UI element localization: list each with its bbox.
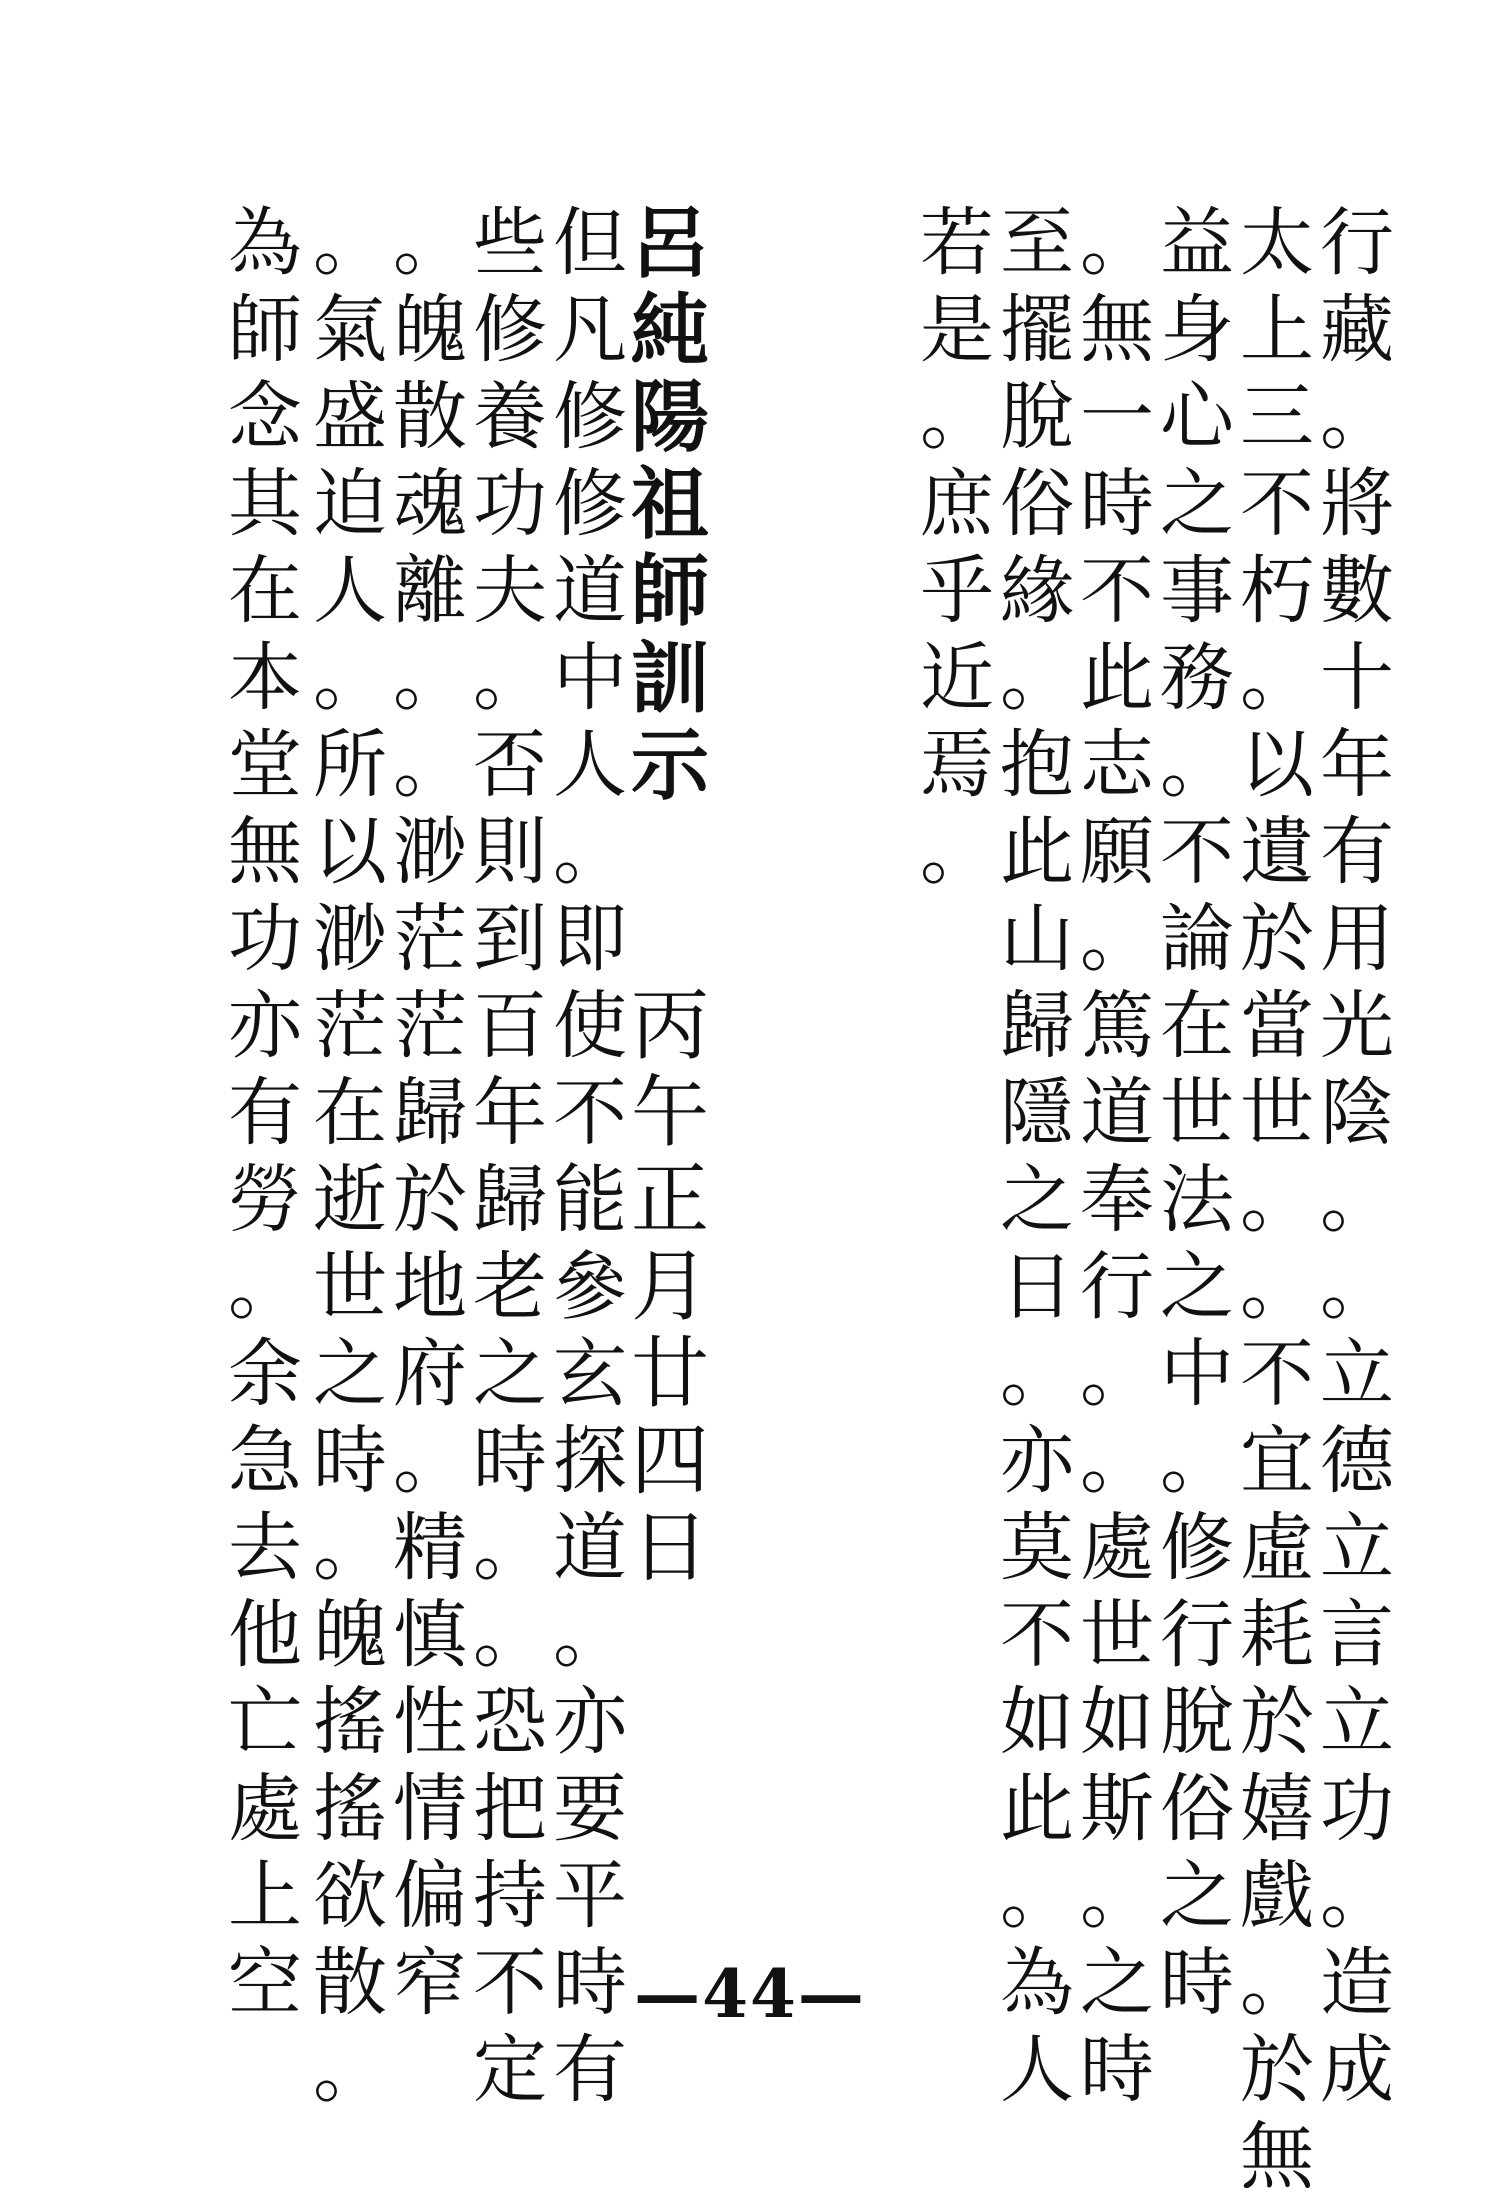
text-glyph: 三 xyxy=(1240,374,1314,460)
text-glyph: 於 xyxy=(393,1157,467,1243)
text-glyph: 偏 xyxy=(393,1853,467,1939)
text-glyph: 盛 xyxy=(313,374,387,460)
text-glyph: 。 xyxy=(1080,896,1154,982)
text-glyph: 戲 xyxy=(1240,1853,1314,1939)
text-glyph: 焉 xyxy=(920,722,994,808)
text-glyph: 氣 xyxy=(313,287,387,373)
text-glyph: 不 xyxy=(1080,548,1154,634)
text-column-l3 xyxy=(385,200,475,2027)
text-glyph: 。 xyxy=(313,200,387,286)
title-glyph: 純 xyxy=(630,285,709,376)
text-glyph: 茫 xyxy=(313,983,387,1069)
text-glyph: 之 xyxy=(1000,1157,1074,1243)
text-glyph: 嬉 xyxy=(1240,1766,1314,1852)
text-column-r1 xyxy=(1312,200,1402,2114)
text-glyph: 中 xyxy=(553,635,627,721)
text-glyph: 之 xyxy=(313,1331,387,1417)
text-glyph: 乎 xyxy=(920,548,994,634)
text-glyph: 則 xyxy=(473,809,547,895)
text-glyph: 能 xyxy=(553,1157,627,1243)
text-glyph: 。 xyxy=(1160,1418,1234,1504)
text-glyph: 逝 xyxy=(313,1157,387,1243)
text-glyph: 立 xyxy=(1320,1331,1394,1417)
text-glyph: 用 xyxy=(1320,896,1394,982)
text-column-l1 xyxy=(545,200,635,2114)
text-glyph: 無 xyxy=(1240,2114,1314,2200)
text-glyph: 人 xyxy=(1000,2027,1074,2113)
text-glyph: 年 xyxy=(473,1070,547,1156)
text-glyph: 時 xyxy=(1080,461,1154,547)
text-glyph: 亦 xyxy=(1000,1418,1074,1504)
text-glyph: 散 xyxy=(393,374,467,460)
text-glyph: 亦 xyxy=(553,1679,627,1765)
text-glyph: 之 xyxy=(1080,1940,1154,2026)
text-glyph: 。 xyxy=(1240,1940,1314,2026)
text-glyph: 師 xyxy=(228,287,302,373)
text-glyph: 夫 xyxy=(473,548,547,634)
text-glyph: 藏 xyxy=(1320,287,1394,373)
text-glyph: 。 xyxy=(1080,1418,1154,1504)
text-glyph: 光 xyxy=(1320,983,1394,1069)
text-glyph: 茫 xyxy=(393,896,467,982)
text-glyph: 些 xyxy=(473,200,547,286)
text-column-l4 xyxy=(305,200,395,2114)
text-glyph: 德 xyxy=(1320,1418,1394,1504)
text-glyph: 宜 xyxy=(1240,1418,1314,1504)
text-glyph: 一 xyxy=(1080,374,1154,460)
text-glyph: 。 xyxy=(473,635,547,721)
text-column-r2 xyxy=(1232,200,1322,2201)
text-glyph: 於 xyxy=(1240,896,1314,982)
text-glyph: 參 xyxy=(553,1244,627,1330)
text-glyph: 斯 xyxy=(1080,1766,1154,1852)
text-glyph: 為 xyxy=(1000,1940,1074,2026)
text-glyph: 事 xyxy=(1160,548,1234,634)
text-glyph: 在 xyxy=(228,548,302,634)
text-glyph: 魄 xyxy=(313,1592,387,1678)
text-glyph: 。 xyxy=(313,1505,387,1591)
text-glyph: 魂 xyxy=(393,461,467,547)
text-glyph: 以 xyxy=(313,809,387,895)
text-glyph: 處 xyxy=(1080,1505,1154,1591)
text-glyph: 人 xyxy=(313,548,387,634)
text-glyph: 。 xyxy=(1320,374,1394,460)
text-glyph: 去 xyxy=(228,1505,302,1591)
text-glyph: 脫 xyxy=(1000,374,1074,460)
text-glyph: 念 xyxy=(228,374,302,460)
text-glyph: 道 xyxy=(553,548,627,634)
text-glyph: 不 xyxy=(1000,1592,1074,1678)
text-glyph: 有 xyxy=(228,1070,302,1156)
text-glyph: 功 xyxy=(1320,1766,1394,1852)
text-column-r3 xyxy=(1152,200,1242,2027)
text-glyph: 遺 xyxy=(1240,809,1314,895)
text-glyph: 上 xyxy=(1240,287,1314,373)
text-glyph: 山 xyxy=(1000,896,1074,982)
text-glyph: 魄 xyxy=(393,287,467,373)
text-glyph: 。 xyxy=(1080,1331,1154,1417)
text-glyph: 日 xyxy=(1000,1244,1074,1330)
text-glyph: 。 xyxy=(393,1418,467,1504)
text-glyph: 願 xyxy=(1080,809,1154,895)
text-glyph: 急 xyxy=(228,1418,302,1504)
text-glyph: 此 xyxy=(1000,809,1074,895)
text-glyph: 不 xyxy=(1240,461,1314,547)
text-glyph: 俗 xyxy=(1160,1766,1234,1852)
text-glyph: 之 xyxy=(1160,461,1234,547)
text-glyph: 立 xyxy=(1320,1505,1394,1591)
text-glyph: 時 xyxy=(313,1418,387,1504)
text-glyph: 擺 xyxy=(1000,287,1074,373)
text-glyph: 凡 xyxy=(553,287,627,373)
text-glyph: 世 xyxy=(1080,1592,1154,1678)
title-glyph: 陽 xyxy=(630,372,709,463)
text-glyph: 茫 xyxy=(393,983,467,1069)
text-glyph: 即 xyxy=(553,896,627,982)
text-glyph: 。 xyxy=(393,200,467,286)
text-glyph: 時 xyxy=(473,1418,547,1504)
text-glyph: 功 xyxy=(473,461,547,547)
text-glyph: 渺 xyxy=(393,809,467,895)
text-glyph: 修 xyxy=(1160,1505,1234,1591)
text-glyph: 恐 xyxy=(473,1679,547,1765)
text-glyph: 世 xyxy=(1160,1070,1234,1156)
text-glyph: 之 xyxy=(473,1331,547,1417)
text-glyph: 。 xyxy=(1320,1157,1394,1243)
text-glyph: 。 xyxy=(1320,1244,1394,1330)
text-glyph: 。 xyxy=(313,635,387,721)
text-glyph: 余 xyxy=(228,1331,302,1417)
text-glyph: 為 xyxy=(228,200,302,286)
text-glyph: 欲 xyxy=(313,1853,387,1939)
text-glyph: 造 xyxy=(1320,1940,1394,2026)
text-glyph: 行 xyxy=(1080,1244,1154,1330)
text-glyph: 至 xyxy=(1000,200,1074,286)
text-glyph: 之 xyxy=(1160,1853,1234,1939)
text-glyph: 不 xyxy=(473,1940,547,2026)
text-glyph: 於 xyxy=(1240,1679,1314,1765)
text-glyph: 抱 xyxy=(1000,722,1074,808)
text-glyph: 迫 xyxy=(313,461,387,547)
text-glyph: 歸 xyxy=(1000,983,1074,1069)
text-glyph: 虛 xyxy=(1240,1505,1314,1591)
text-glyph: 志 xyxy=(1080,722,1154,808)
text-glyph: 務 xyxy=(1160,635,1234,721)
text-glyph: 。 xyxy=(1240,635,1314,721)
text-glyph: 以 xyxy=(1240,722,1314,808)
text-glyph: 心 xyxy=(1160,374,1234,460)
text-glyph: 修 xyxy=(553,374,627,460)
text-glyph: 此 xyxy=(1000,1766,1074,1852)
text-glyph: 數 xyxy=(1320,548,1394,634)
text-glyph: 歸 xyxy=(393,1070,467,1156)
text-glyph: 。 xyxy=(313,2027,387,2113)
text-glyph: 。 xyxy=(1160,722,1234,808)
text-glyph: 耗 xyxy=(1240,1592,1314,1678)
text-glyph: 莫 xyxy=(1000,1505,1074,1591)
title-glyph: 祖 xyxy=(630,459,709,550)
text-glyph: 性 xyxy=(393,1679,467,1765)
text-glyph: 慎 xyxy=(393,1592,467,1678)
text-glyph: 在 xyxy=(313,1070,387,1156)
text-glyph: 身 xyxy=(1160,287,1234,373)
text-glyph: 俗 xyxy=(1000,461,1074,547)
text-glyph: 立 xyxy=(1320,1679,1394,1765)
text-glyph: 堂 xyxy=(228,722,302,808)
text-glyph: 勞 xyxy=(228,1157,302,1243)
text-glyph: 所 xyxy=(313,722,387,808)
title-glyph: 示 xyxy=(630,720,709,811)
text-glyph: 老 xyxy=(473,1244,547,1330)
text-glyph: 修 xyxy=(553,461,627,547)
text-glyph: 。 xyxy=(1000,1853,1074,1939)
text-glyph: 窄 xyxy=(393,1940,467,2026)
text-glyph: 若 xyxy=(920,200,994,286)
text-glyph: 。 xyxy=(553,809,627,895)
text-column-r4 xyxy=(1072,200,1162,2114)
text-glyph: 益 xyxy=(1160,200,1234,286)
text-glyph: 搖 xyxy=(313,1679,387,1765)
text-glyph: 。 xyxy=(920,374,994,460)
text-glyph: 但 xyxy=(553,200,627,286)
text-glyph: 本 xyxy=(228,635,302,721)
text-glyph: 。 xyxy=(553,1592,627,1678)
text-glyph: 搖 xyxy=(313,1766,387,1852)
text-glyph: 到 xyxy=(473,896,547,982)
text-glyph: 。 xyxy=(1000,635,1074,721)
text-column-l5 xyxy=(220,200,310,2027)
text-glyph: 平 xyxy=(553,1853,627,1939)
text-glyph: 地 xyxy=(393,1244,467,1330)
page-number: —44— xyxy=(634,1955,866,2033)
text-glyph: 要 xyxy=(553,1766,627,1852)
date-glyph: 丙 xyxy=(630,981,709,1071)
text-column-l2 xyxy=(465,200,555,2114)
text-glyph: 論 xyxy=(1160,896,1234,982)
text-glyph: 。 xyxy=(1080,200,1154,286)
text-glyph: 亦 xyxy=(228,983,302,1069)
text-glyph: 如 xyxy=(1080,1679,1154,1765)
text-glyph: 近 xyxy=(920,635,994,721)
text-glyph: 歸 xyxy=(473,1157,547,1243)
text-glyph: 朽 xyxy=(1240,548,1314,634)
text-glyph: 於 xyxy=(1240,2027,1314,2113)
text-glyph: 時 xyxy=(553,1940,627,2026)
text-glyph: 不 xyxy=(1160,809,1234,895)
text-glyph: 時 xyxy=(1080,2027,1154,2113)
text-glyph: 亡 xyxy=(228,1679,302,1765)
date-glyph: 四 xyxy=(630,1416,709,1506)
text-glyph: 空 xyxy=(228,1940,302,2026)
text-glyph: 功 xyxy=(228,896,302,982)
text-glyph: 有 xyxy=(553,2027,627,2113)
text-glyph: 。 xyxy=(393,635,467,721)
text-glyph: 時 xyxy=(1160,1940,1234,2026)
text-glyph: 太 xyxy=(1240,200,1314,286)
date-glyph: 日 xyxy=(630,1503,709,1593)
column-spacer xyxy=(625,896,715,983)
title-glyph: 訓 xyxy=(630,633,709,724)
text-column-r6 xyxy=(912,200,1002,896)
title-glyph: 呂 xyxy=(630,198,709,289)
text-glyph: 行 xyxy=(1160,1592,1234,1678)
text-glyph: 。 xyxy=(228,1244,302,1330)
text-glyph: 把 xyxy=(473,1766,547,1852)
text-glyph: 其 xyxy=(228,461,302,547)
text-glyph: 上 xyxy=(228,1853,302,1939)
text-glyph: 。 xyxy=(393,722,467,808)
text-glyph: 。 xyxy=(1320,1853,1394,1939)
text-glyph: 散 xyxy=(313,1940,387,2026)
text-glyph: 道 xyxy=(1080,1070,1154,1156)
text-glyph: 處 xyxy=(228,1766,302,1852)
text-glyph: 人 xyxy=(553,722,627,808)
title-glyph: 師 xyxy=(630,546,709,637)
text-glyph: 他 xyxy=(228,1592,302,1678)
text-glyph: 使 xyxy=(553,983,627,1069)
text-glyph: 當 xyxy=(1240,983,1314,1069)
text-glyph: 如 xyxy=(1000,1679,1074,1765)
text-glyph: 法 xyxy=(1160,1157,1234,1243)
text-glyph: 奉 xyxy=(1080,1157,1154,1243)
date-glyph: 月 xyxy=(630,1242,709,1332)
text-glyph: 持 xyxy=(473,1853,547,1939)
text-glyph: 府 xyxy=(393,1331,467,1417)
text-glyph: 是 xyxy=(920,287,994,373)
text-glyph: 否 xyxy=(473,722,547,808)
text-glyph: 玄 xyxy=(553,1331,627,1417)
text-glyph: 。 xyxy=(1240,1157,1314,1243)
text-glyph: 篤 xyxy=(1080,983,1154,1069)
text-glyph: 將 xyxy=(1320,461,1394,547)
text-glyph: 無 xyxy=(228,809,302,895)
text-glyph: 不 xyxy=(1240,1331,1314,1417)
text-glyph: 。 xyxy=(1080,1853,1154,1939)
text-glyph: 渺 xyxy=(313,896,387,982)
text-glyph: 修 xyxy=(473,287,547,373)
text-glyph: 精 xyxy=(393,1505,467,1591)
text-glyph: 緣 xyxy=(1000,548,1074,634)
text-glyph: 道 xyxy=(553,1505,627,1591)
text-glyph: 年 xyxy=(1320,722,1394,808)
text-glyph: 。 xyxy=(1000,1331,1074,1417)
text-glyph: 情 xyxy=(393,1766,467,1852)
text-glyph: 探 xyxy=(553,1418,627,1504)
text-glyph: 。 xyxy=(1240,1244,1314,1330)
text-glyph: 。 xyxy=(920,809,994,895)
text-glyph: 脫 xyxy=(1160,1679,1234,1765)
column-spacer xyxy=(625,809,715,896)
title-column xyxy=(625,200,715,1592)
text-glyph: 有 xyxy=(1320,809,1394,895)
text-glyph: 之 xyxy=(1160,1244,1234,1330)
text-glyph: 。 xyxy=(473,1505,547,1591)
date-glyph: 午 xyxy=(630,1068,709,1158)
text-glyph: 此 xyxy=(1080,635,1154,721)
text-column-r5 xyxy=(992,200,1082,2114)
text-glyph: 隱 xyxy=(1000,1070,1074,1156)
text-glyph: 行 xyxy=(1320,200,1394,286)
text-glyph: 。 xyxy=(473,1592,547,1678)
text-glyph: 定 xyxy=(473,2027,547,2113)
text-glyph: 不 xyxy=(553,1070,627,1156)
text-glyph: 在 xyxy=(1160,983,1234,1069)
text-glyph: 庶 xyxy=(920,461,994,547)
text-glyph: 成 xyxy=(1320,2027,1394,2113)
text-glyph: 陰 xyxy=(1320,1070,1394,1156)
text-glyph: 十 xyxy=(1320,635,1394,721)
date-glyph: 廿 xyxy=(630,1329,709,1419)
text-glyph: 世 xyxy=(313,1244,387,1330)
text-glyph: 無 xyxy=(1080,287,1154,373)
text-glyph: 言 xyxy=(1320,1592,1394,1678)
text-glyph: 離 xyxy=(393,548,467,634)
text-glyph: 養 xyxy=(473,374,547,460)
date-glyph: 正 xyxy=(630,1155,709,1245)
text-glyph: 世 xyxy=(1240,1070,1314,1156)
text-glyph: 中 xyxy=(1160,1331,1234,1417)
text-glyph: 百 xyxy=(473,983,547,1069)
